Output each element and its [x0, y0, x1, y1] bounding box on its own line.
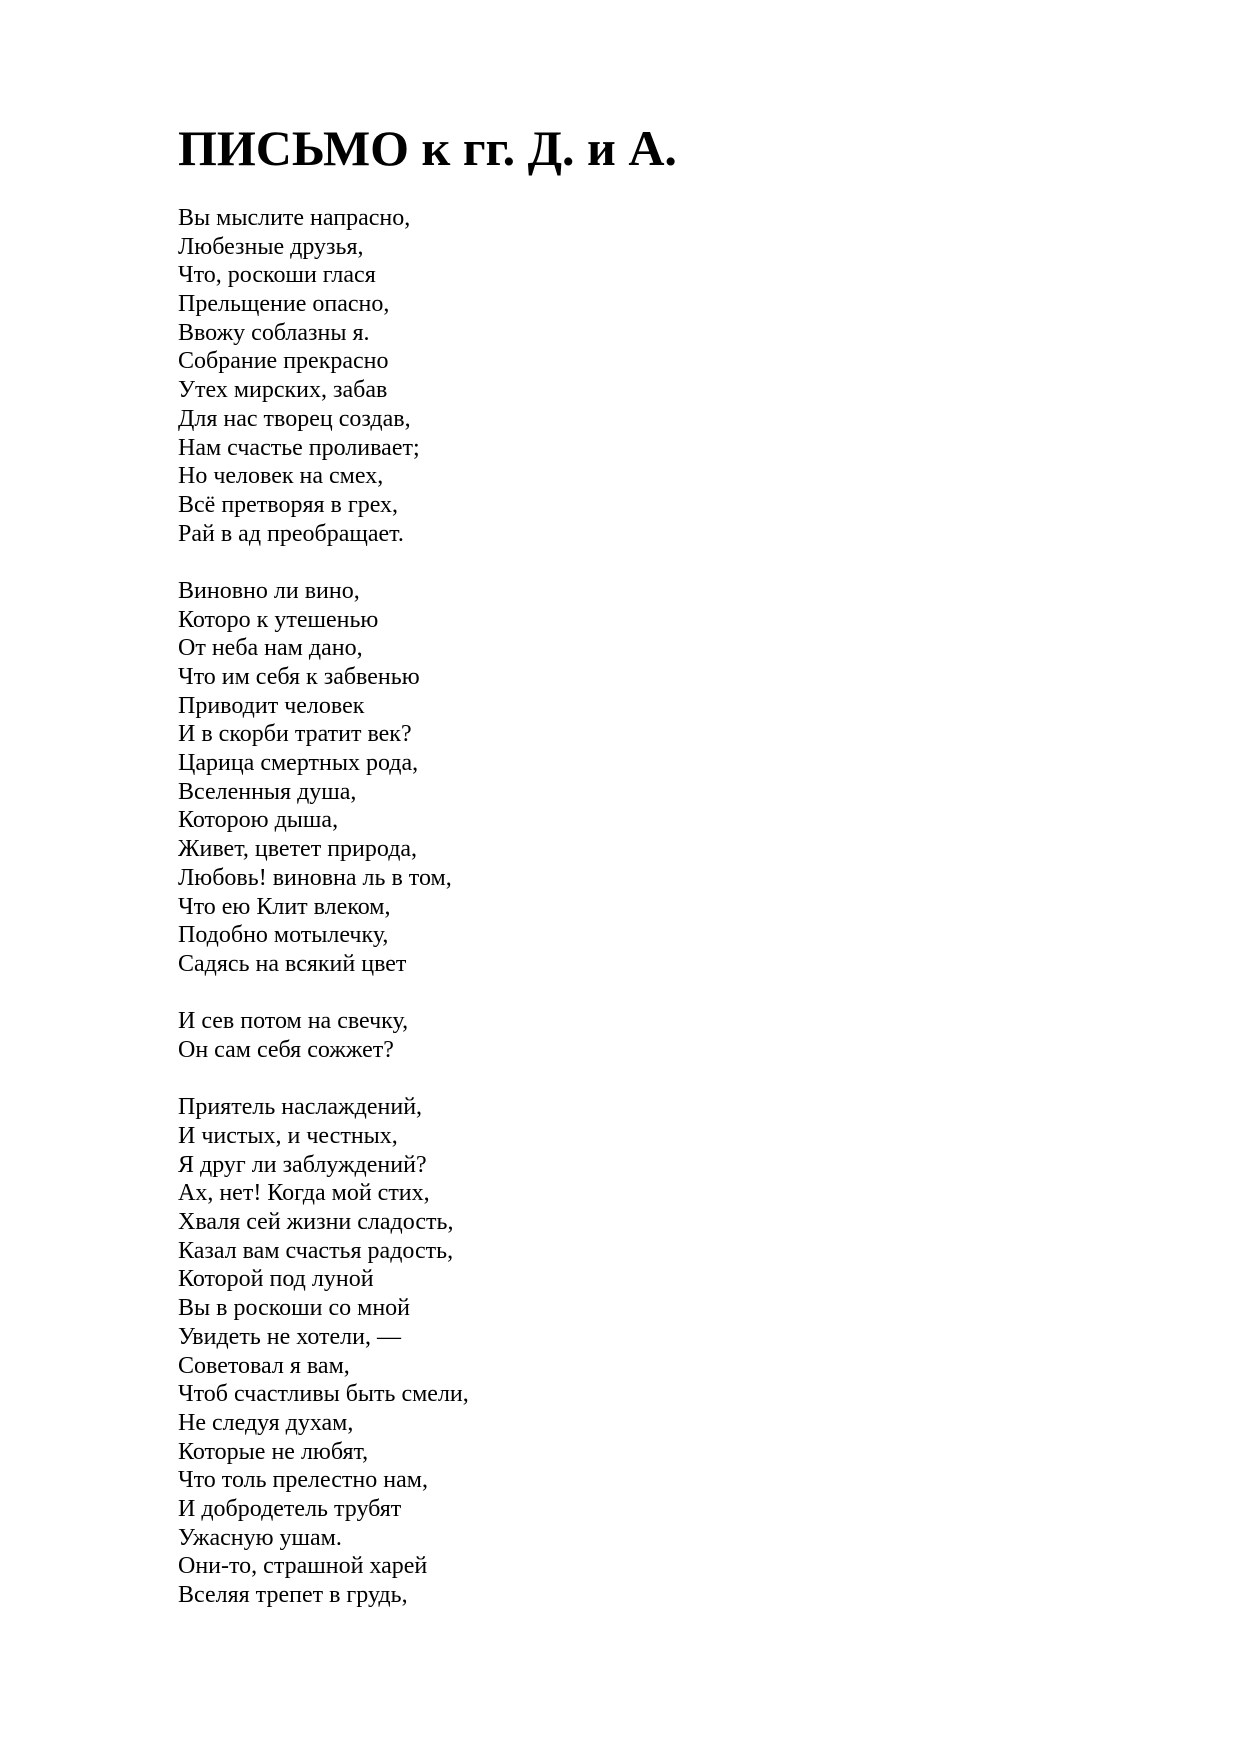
page-title: ПИСЬМО к гг. Д. и А.	[178, 120, 677, 176]
poem-line: Собрание прекрасно	[178, 348, 389, 375]
poem-body	[178, 204, 469, 1610]
stanza-gap	[178, 1065, 469, 1094]
poem-line: Царица смертных рода,	[178, 750, 419, 777]
poem-line: Они-то, страшной харей	[178, 1553, 428, 1580]
poem-line: Которой под луной	[178, 1266, 374, 1293]
poem-line: Любовь! виновна ль в том,	[178, 864, 452, 891]
poem-line: Не следуя духам,	[178, 1409, 354, 1436]
poem-line: Что толь прелестно нам,	[178, 1467, 428, 1494]
poem-line: Что, роскоши глася	[178, 262, 376, 289]
stanza	[178, 204, 469, 548]
poem-line: Которою дыша,	[178, 807, 339, 834]
poem-line: Чтоб счастливы быть смели,	[178, 1381, 469, 1408]
poem-line: Увидеть не хотели, —	[178, 1323, 401, 1350]
poem-line: Любезные друзья,	[178, 233, 364, 260]
poem-line: Что ею Клит влеком,	[178, 893, 391, 920]
poem-line: Садясь на всякий цвет	[178, 950, 407, 977]
poem-line: От неба нам дано,	[178, 635, 363, 662]
poem-line: И добродетель трубят	[178, 1495, 402, 1522]
poem-line: Рай в ад преобращает.	[178, 520, 404, 547]
poem-line: И сев потом на свечку,	[178, 1008, 409, 1035]
stanza	[178, 1093, 469, 1609]
poem-line: Но человек на смех,	[178, 463, 384, 490]
poem-line: Вселяя трепет в грудь,	[178, 1582, 408, 1608]
poem-line: Ужасную ушам.	[178, 1524, 342, 1551]
poem-line: И в скорби тратит век?	[178, 721, 412, 748]
poem-line: Которые не любят,	[178, 1438, 369, 1465]
poem-line: Вы мыслите напрасно,	[178, 205, 411, 231]
poem-line: Он сам себя сожжет?	[178, 1036, 394, 1063]
poem-line: Вселенныя душа,	[178, 778, 357, 805]
poem-line: Виновно ли вино,	[178, 577, 360, 604]
poem-line: Приводит человек	[178, 692, 365, 719]
poem-line: Вы в роскоши со мной	[178, 1295, 411, 1322]
poem-line: Ах, нет! Когда мой стих,	[178, 1180, 430, 1207]
stanza-gap	[178, 548, 469, 577]
poem-line: Советовал я вам,	[178, 1352, 350, 1379]
poem-line: Подобно мотылечку,	[178, 922, 389, 949]
poem-line: Утех мирских, забав	[178, 377, 388, 404]
stanza	[178, 577, 469, 979]
stanza-gap	[178, 979, 469, 1008]
stanza	[178, 1007, 469, 1064]
poem-line: Хваля сей жизни сладость,	[178, 1209, 454, 1236]
poem-line: И чистых, и честных,	[178, 1123, 398, 1149]
poem-line: Всё претворяя в грех,	[178, 491, 399, 518]
poem-line: Для нас творец создав,	[178, 405, 411, 432]
poem-line: Ввожу соблазны я.	[178, 319, 370, 346]
poem-line: Прельщение опасно,	[178, 291, 390, 318]
poem-line: Казал вам счастья радость,	[178, 1237, 454, 1264]
poem-line: Которо к утешенью	[178, 606, 379, 633]
poem-line: Нам счастье проливает;	[178, 434, 420, 461]
poem-line: Живет, цветет природа,	[178, 836, 418, 863]
poem-line: Что им себя к забвенью	[178, 664, 420, 690]
poem-line: Я друг ли заблуждений?	[178, 1151, 427, 1178]
poem-line: Приятель наслаждений,	[178, 1094, 423, 1121]
